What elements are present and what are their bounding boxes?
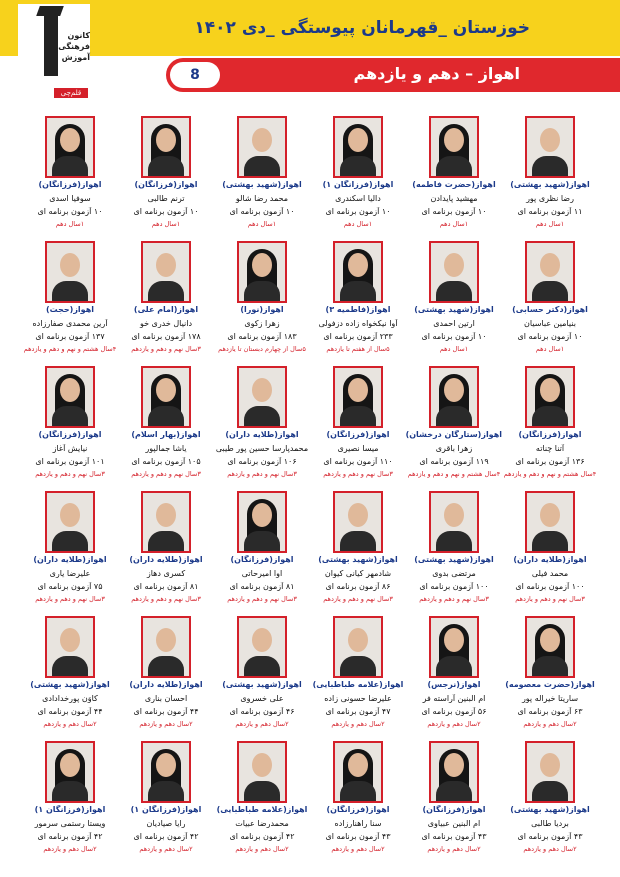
student-name: ام البنین آراسته فر: [422, 694, 486, 703]
student-card: [214, 612, 310, 737]
student-school: اهواز(فرزانگان): [134, 180, 198, 189]
student-exam-count: ۸۶ آزمون برنامه ای: [325, 582, 391, 591]
student-card: [310, 112, 406, 237]
student-grade: ۴سال هشتم و نهم و دهم و یازدهم: [407, 470, 501, 478]
student-school: اهواز(فرزانگان): [326, 805, 390, 814]
student-grade: ۳سال نهم و دهم و یازدهم: [227, 470, 297, 478]
student-photo: [141, 491, 191, 553]
student-school: اهواز(ستارگان درخشان): [406, 430, 502, 439]
student-photo: [141, 241, 191, 303]
student-photo: [333, 241, 383, 303]
student-card: [118, 487, 214, 612]
student-photo: [237, 616, 287, 678]
student-name: نیایش آغاز: [52, 444, 88, 453]
student-card: [406, 237, 502, 362]
student-name: ویستا رستمی سرمور: [34, 819, 106, 828]
page-title: خوزستان _قهرمانان پیوستگی _دی ۱۴۰۲: [194, 18, 530, 38]
student-school: اهواز(نرجس): [427, 680, 481, 689]
student-school: اهواز(فرزانگان): [422, 805, 486, 814]
students-grid: [22, 112, 598, 862]
section-title: اهواز – دهم و یازدهم: [353, 64, 520, 83]
student-card: [502, 487, 598, 612]
student-grade: ۴سال هشتم و نهم و دهم و یازدهم: [23, 345, 117, 353]
student-name: بنیامین عباسیان: [524, 319, 576, 328]
student-exam-count: ۱۰ آزمون برنامه ای: [517, 332, 583, 341]
student-school: اهواز(طلایه داران): [129, 680, 203, 689]
student-exam-count: ۱۰ آزمون برنامه ای: [229, 207, 295, 216]
student-name: آتنا چناته: [535, 444, 565, 453]
student-name: ترنم طالبی: [147, 194, 185, 203]
student-grade: ۲سال دهم و یازدهم: [427, 720, 481, 728]
student-name: کاوَن پورخدادادی: [42, 694, 98, 703]
student-photo: [45, 241, 95, 303]
student-exam-count: ۴۲ آزمون برنامه ای: [37, 832, 103, 841]
student-name: محمد رضا شالو: [235, 194, 289, 203]
student-grade: ۱سال دهم: [439, 345, 469, 353]
student-exam-count: ۱۰۰ آزمون برنامه ای: [419, 582, 489, 591]
student-exam-count: ۴۷ آزمون برنامه ای: [325, 707, 391, 716]
student-exam-count: ۴۳ آزمون برنامه ای: [325, 832, 391, 841]
student-school: اهواز(فرزانگان): [326, 430, 390, 439]
student-school: اهواز(علامه طباطبایی): [312, 680, 404, 689]
student-card: [214, 362, 310, 487]
student-name: زهرا باقری: [435, 444, 473, 453]
student-photo: [237, 491, 287, 553]
student-exam-count: ۴۲ آزمون برنامه ای: [133, 832, 199, 841]
student-school: اهواز(شهید بهشتی): [222, 180, 302, 189]
student-card: [22, 487, 118, 612]
student-grade: ۱سال دهم: [247, 220, 277, 228]
student-exam-count: ۱۰ آزمون برنامه ای: [325, 207, 391, 216]
student-photo: [141, 741, 191, 803]
student-name: یاشا جمالپور: [145, 444, 187, 453]
student-grade: ۳سال نهم و دهم و یازدهم: [227, 595, 297, 603]
student-card: [22, 237, 118, 362]
student-name: مرتضی بدوی: [432, 569, 476, 578]
student-name: علیرضا یاری: [49, 569, 91, 578]
student-exam-count: ۱۱۰ آزمون برنامه ای: [323, 457, 393, 466]
student-grade: ۳سال نهم و دهم و یازدهم: [131, 595, 201, 603]
student-grade: ۲سال دهم و یازدهم: [43, 720, 97, 728]
student-exam-count: ۴۴ آزمون برنامه ای: [133, 707, 199, 716]
student-grade: ۲سال دهم و یازدهم: [235, 720, 289, 728]
student-card: [310, 487, 406, 612]
student-exam-count: ۱۰۶ آزمون برنامه ای: [227, 457, 297, 466]
student-card: [502, 737, 598, 862]
student-photo: [429, 116, 479, 178]
student-photo: [525, 616, 575, 678]
student-photo: [45, 116, 95, 178]
student-school: اهواز(شهید بهشتی): [510, 805, 590, 814]
student-grade: ۳سال نهم و دهم و یازدهم: [131, 345, 201, 353]
student-grade: ۵سال از چهارم دبستان تا یازدهم: [218, 345, 306, 353]
student-school: اهواز(فرزانگان): [38, 180, 102, 189]
student-grade: ۲سال دهم و یازدهم: [43, 845, 97, 853]
student-name: سنا راهنارزاده: [334, 819, 382, 828]
student-photo: [429, 741, 479, 803]
student-school: اهواز(شهید بهشتی): [222, 680, 302, 689]
student-exam-count: ۱۰۰ آزمون برنامه ای: [515, 582, 585, 591]
student-card: [22, 362, 118, 487]
student-card: [406, 612, 502, 737]
student-photo: [429, 241, 479, 303]
student-school: اهواز(بهار اسلام): [131, 430, 201, 439]
student-card: [502, 612, 598, 737]
student-school: اهواز(فاطمیه ۳): [325, 305, 391, 314]
student-name: ساریتا خیراله پور: [521, 694, 579, 703]
student-grade: ۲سال دهم و یازدهم: [331, 845, 385, 853]
student-school: اهواز(شهید بهشتی): [414, 305, 494, 314]
page-number: 8: [170, 62, 220, 88]
student-exam-count: ۴۳ آزمون برنامه ای: [421, 832, 487, 841]
student-photo: [141, 116, 191, 178]
logo-line-3: آموزش: [61, 53, 90, 62]
student-name: مهشید پایدادن: [430, 194, 478, 203]
student-school: اهواز(طلایه داران): [513, 555, 587, 564]
student-photo: [237, 116, 287, 178]
student-school: اهواز(امام علی): [133, 305, 199, 314]
student-exam-count: ۲۳۳ آزمون برنامه ای: [323, 332, 393, 341]
student-name: زهرا زکوی: [244, 319, 280, 328]
student-name: محمد فیلی: [531, 569, 569, 578]
student-exam-count: ۱۳۶ آزمون برنامه ای: [515, 457, 585, 466]
student-exam-count: ۱۰۵ آزمون برنامه ای: [131, 457, 201, 466]
student-school: اهواز(علامه طباطبایی): [216, 805, 308, 814]
student-school: اهواز(فرزانگان ۱): [130, 805, 202, 814]
student-name: دالیا اسکندری: [335, 194, 381, 203]
student-exam-count: ۴۶ آزمون برنامه ای: [229, 707, 295, 716]
student-photo: [429, 491, 479, 553]
student-name: ام البنین عبیاوی: [427, 819, 481, 828]
student-card: [310, 612, 406, 737]
student-card: [118, 362, 214, 487]
student-school: اهواز(طلایه داران): [225, 430, 299, 439]
student-name: آرین محمدی صفارزاده: [32, 319, 108, 328]
student-school: اهواز(فرزانگان): [38, 430, 102, 439]
student-exam-count: ۷۵ آزمون برنامه ای: [37, 582, 103, 591]
student-exam-count: ۱۷۸ آزمون برنامه ای: [131, 332, 201, 341]
student-photo: [525, 116, 575, 178]
student-grade: ۱سال دهم: [535, 220, 565, 228]
student-card: [118, 737, 214, 862]
student-school: اهواز(فرزانگان ۱): [34, 805, 106, 814]
student-grade: ۱سال دهم: [343, 220, 373, 228]
logo-text: [56, 30, 90, 63]
student-card: [22, 737, 118, 862]
student-card: [502, 112, 598, 237]
student-photo: [45, 366, 95, 428]
student-card: [406, 487, 502, 612]
student-exam-count: ۱۰ آزمون برنامه ای: [133, 207, 199, 216]
logo-tag: قلم‌چی: [54, 88, 88, 98]
student-school: اهواز(فرزانگان): [518, 430, 582, 439]
student-grade: ۱سال دهم: [151, 220, 181, 228]
student-exam-count: ۸۱ آزمون برنامه ای: [229, 582, 295, 591]
student-card: [214, 487, 310, 612]
logo-line-2: فرهنگی: [58, 42, 90, 51]
student-exam-count: ۱۰ آزمون برنامه ای: [421, 207, 487, 216]
student-photo: [333, 741, 383, 803]
student-grade: ۳سال نهم و دهم و یازدهم: [419, 595, 489, 603]
student-school: اهواز(دکتر حسابی): [512, 305, 588, 314]
student-exam-count: ۱۰ آزمون برنامه ای: [421, 332, 487, 341]
student-photo: [525, 366, 575, 428]
student-card: [22, 612, 118, 737]
student-card: [214, 737, 310, 862]
student-name: ارتین احمدی: [433, 319, 475, 328]
student-card: [214, 237, 310, 362]
student-photo: [45, 616, 95, 678]
student-school: اهواز(شهید بهشتی): [318, 555, 398, 564]
student-name: محمدرضا عبیات: [235, 819, 289, 828]
student-exam-count: ۶۳ آزمون برنامه ای: [517, 707, 583, 716]
student-photo: [45, 741, 95, 803]
student-school: اهواز(حضرت معصومه): [505, 680, 595, 689]
student-exam-count: ۵۶ آزمون برنامه ای: [421, 707, 487, 716]
graduation-cap-icon: [36, 6, 64, 16]
student-name: کسری دهاز: [146, 569, 186, 578]
student-photo: [525, 741, 575, 803]
student-grade: ۱سال دهم: [439, 220, 469, 228]
student-card: [406, 362, 502, 487]
student-school: اهواز(طلایه داران): [33, 555, 107, 564]
student-photo: [333, 616, 383, 678]
student-card: [118, 612, 214, 737]
student-photo: [141, 366, 191, 428]
student-card: [406, 737, 502, 862]
student-card: [310, 237, 406, 362]
student-name: احسان بناری: [144, 694, 188, 703]
student-name: سوفیا اسدی: [49, 194, 91, 203]
student-school: اهواز(حجت): [46, 305, 94, 314]
student-photo: [237, 741, 287, 803]
student-exam-count: ۴۲ آزمون برنامه ای: [229, 832, 295, 841]
student-photo: [45, 491, 95, 553]
student-school: اهواز(شهید بهشتی): [30, 680, 110, 689]
kanoon-logo: [18, 4, 90, 98]
student-grade: ۲سال دهم و یازدهم: [427, 845, 481, 853]
student-card: [406, 112, 502, 237]
student-grade: ۲سال دهم و یازدهم: [523, 720, 577, 728]
student-grade: ۱سال دهم: [535, 345, 565, 353]
student-name: دانیال خدری خو: [139, 319, 193, 328]
student-school: اهواز(فرزانگان): [230, 555, 294, 564]
student-name: اوا امیرحاتی: [241, 569, 283, 578]
student-card: [502, 362, 598, 487]
student-grade: ۳سال نهم و دهم و یازدهم: [323, 470, 393, 478]
student-photo: [333, 491, 383, 553]
student-photo: [333, 366, 383, 428]
student-grade: ۲سال دهم و یازدهم: [235, 845, 289, 853]
student-school: اهواز(شهید بهشتی): [414, 555, 494, 564]
student-grade: ۵سال از هفتم تا یازدهم: [326, 345, 390, 353]
student-grade: ۳سال نهم و دهم و یازدهم: [35, 595, 105, 603]
student-card: [310, 737, 406, 862]
student-card: [214, 112, 310, 237]
student-photo: [237, 241, 287, 303]
student-name: علیرضا حسونی زاده: [324, 694, 392, 703]
student-grade: ۱سال دهم: [55, 220, 85, 228]
student-card: [118, 237, 214, 362]
student-grade: ۳سال نهم و دهم و یازدهم: [515, 595, 585, 603]
student-grade: ۲سال دهم و یازدهم: [331, 720, 385, 728]
student-grade: ۲سال دهم و یازدهم: [139, 845, 193, 853]
student-school: اهواز(نورا): [240, 305, 284, 314]
student-card: [310, 362, 406, 487]
student-exam-count: ۱۱۹ آزمون برنامه ای: [419, 457, 489, 466]
student-school: اهواز(حضرت فاطمه): [412, 180, 496, 189]
student-school: اهواز(فرزانگان ۱): [322, 180, 394, 189]
student-exam-count: ۱۸۳ آزمون برنامه ای: [227, 332, 297, 341]
student-exam-count: ۱۳۷ آزمون برنامه ای: [35, 332, 105, 341]
student-name: بردیا طالبی: [531, 819, 569, 828]
student-photo: [333, 116, 383, 178]
student-card: [118, 112, 214, 237]
student-name: آوا نیکخواه زاده دزفولی: [318, 319, 398, 328]
student-exam-count: ۱۰۱ آزمون برنامه ای: [35, 457, 105, 466]
student-exam-count: ۱۰ آزمون برنامه ای: [37, 207, 103, 216]
student-name: محمدپارسا حسین پور طیبی: [215, 444, 309, 453]
student-grade: ۳سال نهم و دهم و یازدهم: [131, 470, 201, 478]
student-name: علی خسروی: [240, 694, 284, 703]
student-name: رضا نظری پور: [526, 194, 574, 203]
student-grade: ۲سال دهم و یازدهم: [139, 720, 193, 728]
student-name: رایا صیادیان: [146, 819, 186, 828]
student-school: اهواز(شهید بهشتی): [510, 180, 590, 189]
student-name: میسا نصیری: [337, 444, 379, 453]
student-card: [502, 237, 598, 362]
student-exam-count: ۱۱ آزمون برنامه ای: [517, 207, 583, 216]
student-grade: ۳سال نهم و دهم و یازدهم: [35, 470, 105, 478]
student-grade: ۳سال نهم و دهم و یازدهم: [323, 595, 393, 603]
student-photo: [525, 491, 575, 553]
student-exam-count: ۴۳ آزمون برنامه ای: [517, 832, 583, 841]
student-grade: ۴سال هشتم و نهم و دهم و یازدهم: [503, 470, 597, 478]
student-photo: [525, 241, 575, 303]
student-name: شادمهر کیانی کیوان: [324, 569, 392, 578]
student-photo: [141, 616, 191, 678]
student-photo: [237, 366, 287, 428]
student-photo: [429, 366, 479, 428]
student-school: اهواز(طلایه داران): [129, 555, 203, 564]
student-exam-count: ۴۴ آزمون برنامه ای: [37, 707, 103, 716]
logo-line-1: کانون: [67, 31, 90, 40]
student-exam-count: ۸۱ آزمون برنامه ای: [133, 582, 199, 591]
student-card: [22, 112, 118, 237]
student-grade: ۲سال دهم و یازدهم: [523, 845, 577, 853]
student-photo: [429, 616, 479, 678]
